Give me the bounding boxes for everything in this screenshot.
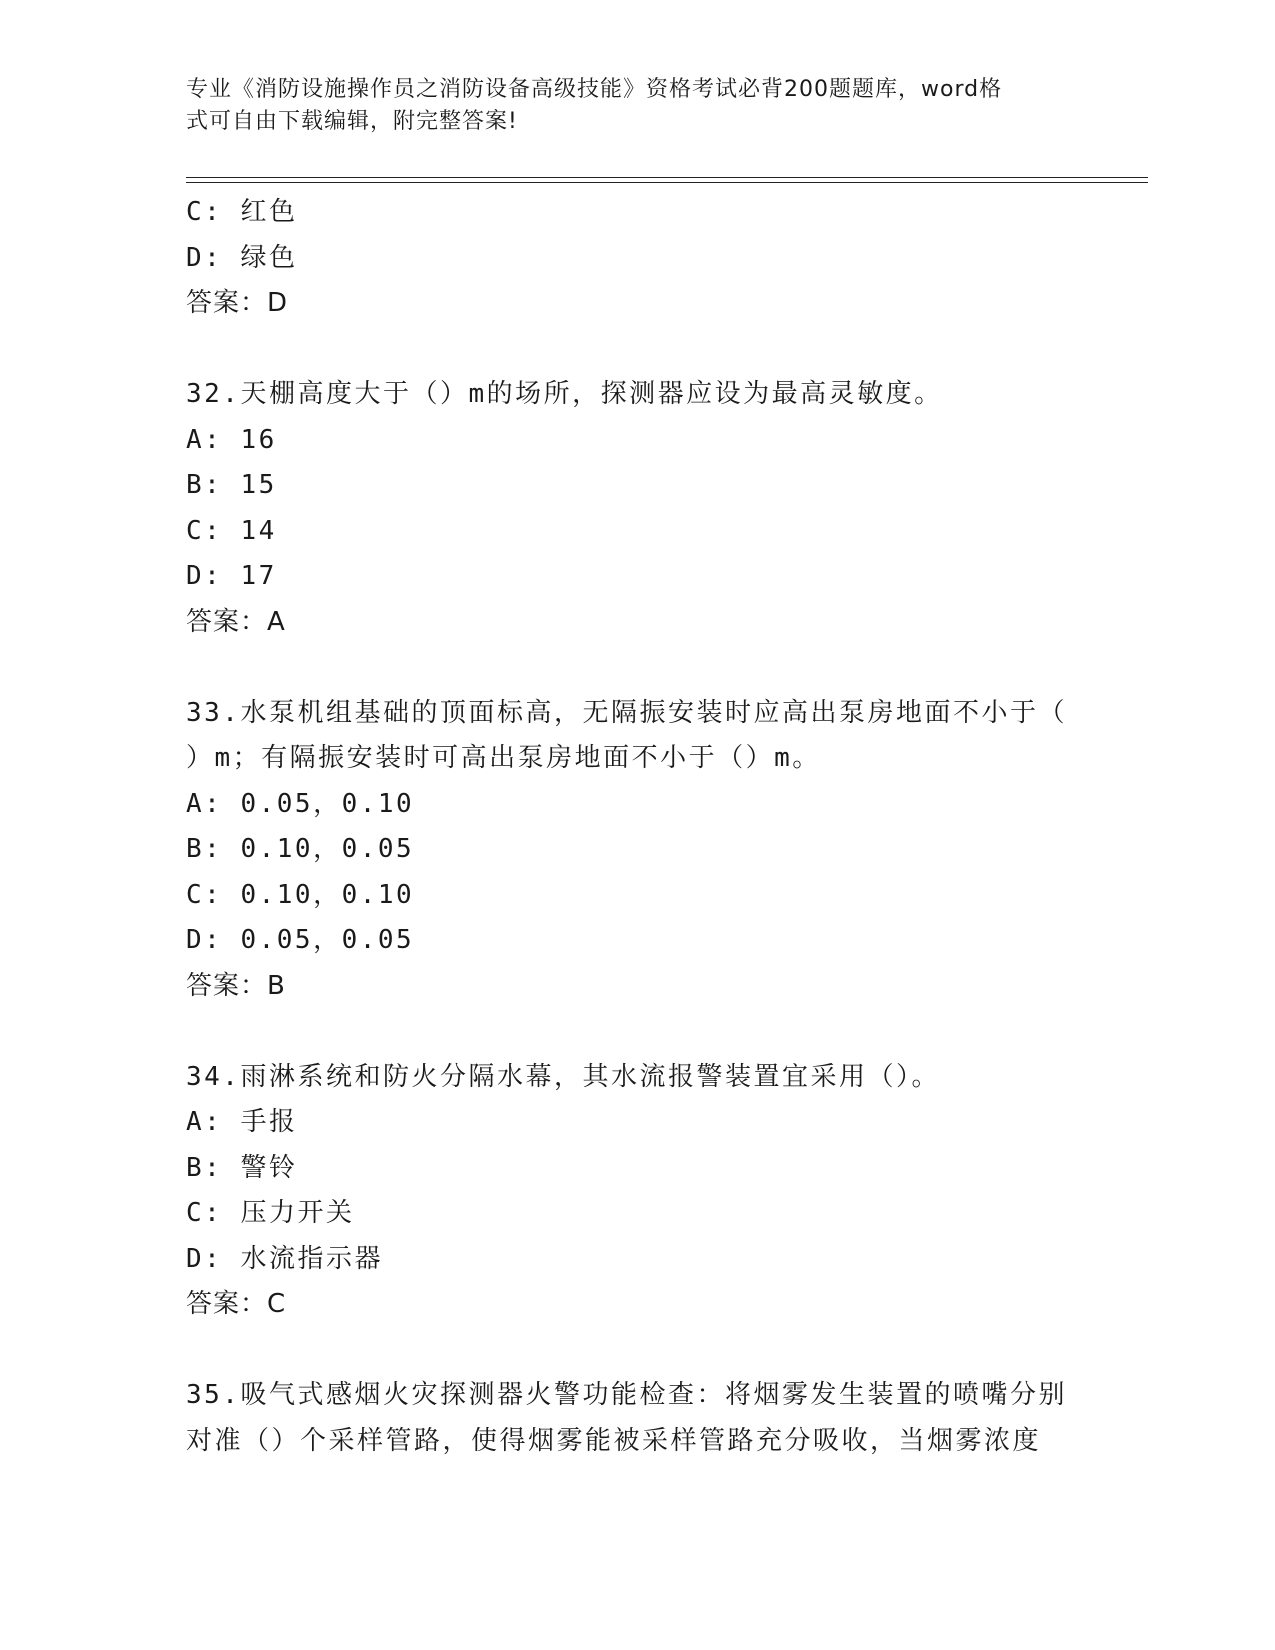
spacer (186, 1009, 1086, 1055)
question-text: 33.水泵机组基础的顶面标高，无隔振安装时应高出泵房地面不小于（ (186, 697, 1067, 728)
question-list (186, 190, 1086, 1464)
header-line-2: 式可自由下载编辑，附完整答案! (186, 109, 518, 134)
question-text-cont: ）m；有隔振安装时可高出泵房地面不小于（）m。 (186, 743, 821, 773)
question-text: 34.雨淋系统和防火分隔水幕，其水流报警装置宜采用（）。 (186, 1061, 940, 1092)
option-d: D: 0.05，0.05 (186, 925, 415, 955)
answer: 答案：B (186, 970, 286, 1001)
question-text: 35.吸气式感烟火灾探测器火警功能检查：将烟雾发生装置的喷嘴分别 (186, 1380, 1067, 1410)
question-34 (186, 1055, 1086, 1328)
option-d: D: 水流指示器 (186, 1243, 383, 1274)
document-header (186, 74, 1066, 138)
question-text-cont: 对准（）个采样管路，使得烟雾能被采样管路充分吸收，当烟雾浓度 (186, 1425, 1042, 1456)
question-33 (186, 691, 1086, 1010)
answer: 答案：D (186, 288, 289, 318)
header-line-1: 专业《消防设施操作员之消防设备高级技能》资格考试必背200题题库，word格 (186, 77, 1003, 102)
question-31-tail (186, 190, 1086, 327)
option-b: B: 警铃 (186, 1152, 298, 1183)
header-divider-top (186, 177, 1148, 178)
option-b: B: 0.10，0.05 (186, 834, 415, 864)
option-c: C: 0.10，0.10 (186, 879, 415, 910)
question-text: 32.天棚高度大于（）m的场所，探测器应设为最高灵敏度。 (186, 379, 943, 409)
option-b: B: 15 (186, 470, 277, 500)
option-c: C: 14 (186, 515, 277, 546)
header-divider-bottom (186, 182, 1148, 183)
answer: 答案：A (186, 606, 286, 637)
question-35 (186, 1373, 1086, 1464)
option-d: D: 17 (186, 561, 277, 591)
option-a: A: 0.05，0.10 (186, 788, 415, 819)
option-d: D: 绿色 (186, 242, 298, 273)
option-c: C: 红色 (186, 197, 298, 227)
option-c: C: 压力开关 (186, 1198, 355, 1228)
option-a: A: 手报 (186, 1107, 298, 1137)
answer: 答案：C (186, 1289, 287, 1319)
spacer (186, 327, 1086, 373)
spacer (186, 645, 1086, 691)
question-32 (186, 372, 1086, 645)
spacer (186, 1328, 1086, 1374)
option-a: A: 16 (186, 424, 277, 455)
